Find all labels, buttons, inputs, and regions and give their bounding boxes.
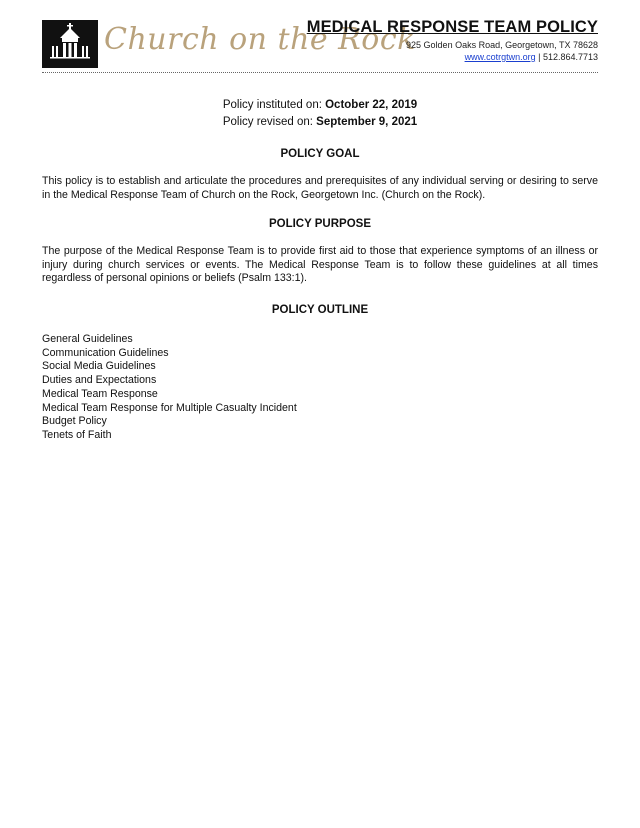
website-link[interactable]: www.cotrgtwn.org <box>464 52 536 62</box>
instituted-line <box>0 99 640 111</box>
outline-item: Social Media Guidelines <box>42 360 156 373</box>
revised-date: September 9, 2021 <box>316 116 418 128</box>
outline-item: Duties and Expectations <box>42 374 157 387</box>
outline-item: Medical Team Response for Multiple Casualty Incident <box>42 401 297 414</box>
church-logo-icon <box>42 20 98 68</box>
outline-heading: POLICY OUTLINE <box>271 304 369 316</box>
outline-list <box>42 333 297 443</box>
instituted-date: October 22, 2019 <box>325 99 418 111</box>
revised-label: Policy revised on: <box>222 116 317 128</box>
logo-wordmark: Church on the Rock <box>104 22 416 57</box>
contact-line <box>465 52 598 62</box>
header-divider <box>42 72 598 73</box>
address-line: 925 Golden Oaks Road, Georgetown, TX 78628 <box>406 40 598 50</box>
instituted-label: Policy instituted on: <box>222 99 326 111</box>
goal-text: This policy is to establish and articulate the procedures and prerequisites of any individual serving or desiring to serve in the Medical Response Team of Church on the Rock, Georgetown Inc. (Church on the Rock). <box>42 175 598 201</box>
outline-item: General Guidelines <box>42 333 133 345</box>
phone-number: 512.864.7713 <box>542 52 598 62</box>
outline-item: Tenets of Faith <box>42 428 112 441</box>
purpose-heading: POLICY PURPOSE <box>268 218 372 230</box>
outline-item: Medical Team Response <box>42 387 158 400</box>
outline-item: Communication Guidelines <box>42 346 169 359</box>
goal-heading: POLICY GOAL <box>280 148 360 160</box>
contact-separator: | <box>535 52 543 62</box>
purpose-text: The purpose of the Medical Response Team is to provide first aid to those that experience symptoms of an illness or injury during church services or events. The Medical Response Team is to follow these guidelines at all times regardless of personal opinions or beliefs (Psalm 133:1). <box>42 245 598 284</box>
outline-item: Budget Policy <box>42 415 107 428</box>
revised-line <box>0 116 640 128</box>
document-title: MEDICAL RESPONSE TEAM POLICY <box>306 18 598 36</box>
